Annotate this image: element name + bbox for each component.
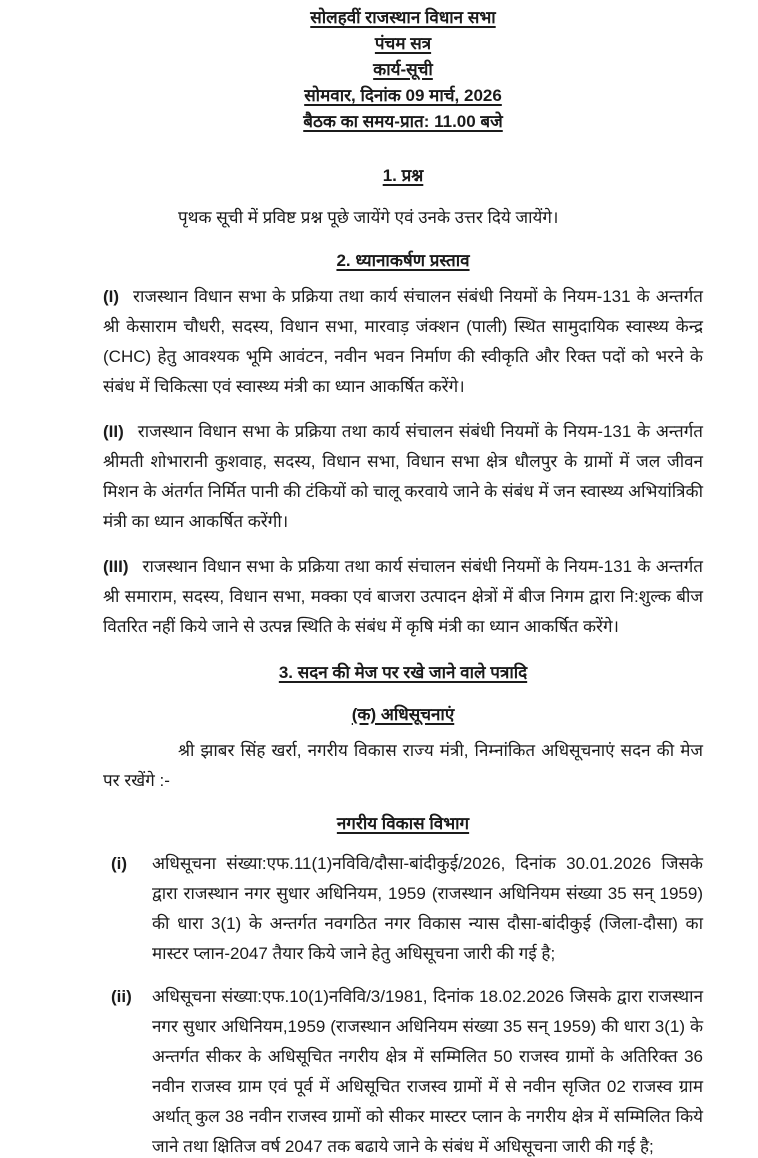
header-assembly-title xyxy=(103,5,703,31)
section-3-intro: श्री झाबर सिंह खर्रा, नगरीय विकास राज्य मंत्री, निम्नांकित अधिसूचनाएं सदन की मेज पर रखेंगे :- xyxy=(103,741,703,790)
section-2-heading xyxy=(103,246,703,276)
header-session xyxy=(103,31,703,57)
section-3-heading-text: 3. सदन की मेज पर रखे जाने वाले पत्रादि xyxy=(278,663,528,682)
attention-motion-item-2-marker: (II) xyxy=(103,422,124,441)
attention-motion-item-1-text: राजस्थान विधान सभा के प्रक्रिया तथा कार्य संचालन संबंधी नियमों के नियम-131 के अन्तर्गत श्री केसाराम चौधरी, सदस्य, विधान सभा, मारवाड़ जंक्शन (पाली) स्थित सामुदायिक स्वास्थ्य केन्द्र (CHC) हेतु आवश्यक भूमि आवंटन, नवीन भवन निर्माण की स्वीकृति और रिक्त पदों को भरने के संबंध में चिकित्सा एवं स्वास्थ्य मंत्री का ध्यान आकर्षित करेंगे। xyxy=(103,287,703,396)
section-1-heading xyxy=(103,161,703,191)
notification-item-1-marker: (i) xyxy=(111,854,128,873)
notification-item-2-marker: (ii) xyxy=(111,987,132,1006)
section-1-heading-text: 1. प्रश्न xyxy=(382,166,424,185)
notification-item-1-text: अधिसूचना संख्या:एफ.11(1)नविवि/दौसा-बांदीकुई/2026, दिनांक 30.01.2026 जिसके द्वारा राजस्थान नगर सुधार अधिनियम, 1959 (राजस्थान अधिनियम संख्या 35 सन् 1959) की धारा 3(1) के अन्तर्गत नवगठित नगर विकास न्यास दौसा-बांदीकुई (जिला-दौसा) का मास्टर प्लान-2047 तैयार किये जाने हेतु अधिसूचना जारी की गई है; xyxy=(152,854,703,963)
document-content xyxy=(103,0,703,1158)
notification-item-1 xyxy=(103,849,703,969)
header-list-title xyxy=(103,57,703,83)
session-text: पंचम सत्र xyxy=(374,34,432,53)
assembly-title-text: सोलहवीं राजस्थान विधान सभा xyxy=(310,8,496,27)
notification-item-2 xyxy=(103,982,703,1158)
attention-motion-item-3 xyxy=(103,552,703,642)
attention-motion-item-3-text: राजस्थान विधान सभा के प्रक्रिया तथा कार्य संचालन संबंधी नियमों के नियम-131 के अन्तर्गत श्री समाराम, सदस्य, विधान सभा, मक्का एवं बाजरा उत्पादन क्षेत्रों में बीज निगम द्वारा नि:शुल्क बीज वितरित नहीं किये जाने से उत्पन्न स्थिति के संबंध में कृषि मंत्री का ध्यान आकर्षित करेंगे। xyxy=(103,557,703,636)
attention-motion-item-3-marker: (III) xyxy=(103,557,129,576)
document-header xyxy=(103,5,703,135)
section-1-body: पृथक सूची में प्रविष्ट प्रश्न पूछे जायेंगे एवं उनके उत्तर दिये जायेंगे। xyxy=(178,208,559,227)
department-heading-text: नगरीय विकास विभाग xyxy=(336,814,470,833)
section-3a-heading xyxy=(103,700,703,730)
attention-motion-item-1-marker: (I) xyxy=(103,287,120,306)
attention-motion-item-2 xyxy=(103,417,703,537)
time-line-text: बैठक का समय-प्रात: 11.00 बजे xyxy=(303,112,503,131)
date-line-text: सोमवार, दिनांक 09 मार्च, 2026 xyxy=(304,86,502,105)
attention-motion-item-1 xyxy=(103,282,703,402)
list-title-text: कार्य-सूची xyxy=(373,60,433,79)
header-time-line xyxy=(103,109,703,135)
section-2-heading-text: 2. ध्यानाकर्षण प्रस्ताव xyxy=(336,251,470,270)
section-3-heading xyxy=(103,658,703,688)
section-3a-heading-text: (क) अधिसूचनाएं xyxy=(351,705,455,724)
department-heading xyxy=(103,809,703,839)
attention-motion-item-2-text: राजस्थान विधान सभा के प्रक्रिया तथा कार्य संचालन संबंधी नियमों के नियम-131 के अन्तर्गत श्रीमती शोभारानी कुशवाह, सदस्य, विधान सभा, विधान सभा क्षेत्र धौलपुर के ग्रामों में जल जीवन मिशन के अंतर्गत निर्मित पानी की टंकियों को चालू करवाये जाने के संबंध में जन स्वास्थ्य अभियांत्रिकी मंत्री का ध्यान आकर्षित करेंगी। xyxy=(103,422,703,531)
notification-item-2-text: अधिसूचना संख्या:एफ.10(1)नविवि/3/1981, दिनांक 18.02.2026 जिसके द्वारा राजस्थान नगर सुधार अधिनियम,1959 (राजस्थान अधिनियम संख्या 35 सन् 1959) की धारा 3(1) के अन्तर्गत सीकर के अधिसूचित नगरीय क्षेत्र में सम्मिलित 50 राजस्व ग्रामों के अतिरिक्त 36 नवीन राजस्व ग्राम एवं पूर्व में अधिसूचित राजस्व ग्रामों में से नवीन सृजित 02 राजस्व ग्राम अर्थात् कुल 38 नवीन राजस्व ग्रामों को सीकर मास्टर प्लान के नगरीय क्षेत्र में सम्मिलित किये जाने तथा क्षितिज वर्ष 2047 तक बढाये जाने के संबंध में अधिसूचना जारी की गई है; xyxy=(152,987,703,1156)
header-date-line xyxy=(103,83,703,109)
